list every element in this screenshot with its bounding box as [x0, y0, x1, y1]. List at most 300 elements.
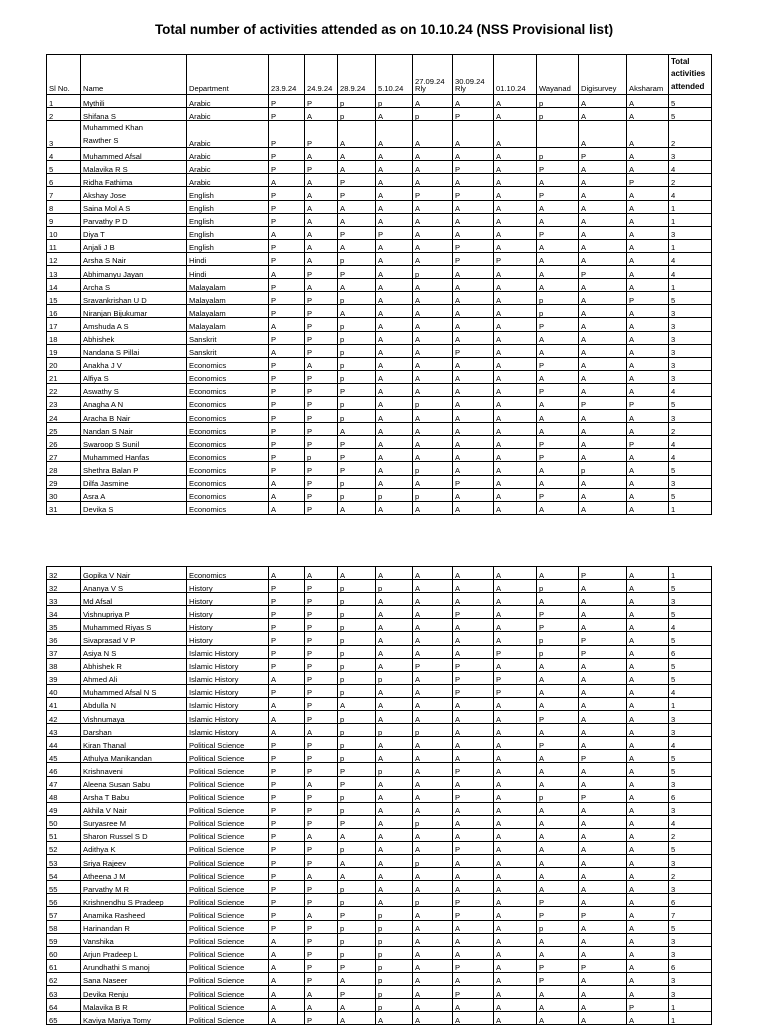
table-cell: A	[579, 999, 627, 1012]
table-cell: A	[376, 370, 413, 383]
table-cell: A	[413, 789, 453, 802]
header-date: 5.10.24	[376, 55, 413, 95]
table-cell: A	[413, 501, 453, 514]
table-cell: P	[537, 161, 579, 174]
table-cell: p	[338, 619, 376, 632]
table-row	[47, 750, 712, 763]
table-cell: P	[269, 907, 305, 920]
table-cell: A	[579, 436, 627, 449]
table-cell: p	[338, 658, 376, 671]
table-cell: A	[494, 972, 537, 985]
table-cell: p	[338, 671, 376, 684]
table-cell: A	[453, 292, 494, 305]
table-cell: 20	[47, 357, 81, 370]
table-cell: p	[338, 920, 376, 933]
table-cell: 6	[47, 174, 81, 187]
table-cell: A	[494, 920, 537, 933]
table-cell: A	[494, 802, 537, 815]
header-date: 01.10.24	[494, 55, 537, 95]
table-cell: A	[413, 344, 453, 357]
table-cell: 6	[669, 645, 712, 658]
table-cell: A	[494, 344, 537, 357]
table-cell: A	[579, 95, 627, 108]
table-cell: Anamika Rasheed	[81, 907, 187, 920]
table-cell: A	[413, 671, 453, 684]
table-cell: A	[413, 737, 453, 750]
table-cell: P	[413, 187, 453, 200]
table-cell: A	[413, 920, 453, 933]
table-cell: P	[338, 462, 376, 475]
table-cell: A	[579, 357, 627, 370]
table-cell: A	[579, 488, 627, 501]
table-cell: A	[494, 331, 537, 344]
table-cell: A	[537, 697, 579, 710]
table-row	[47, 920, 712, 933]
table-cell: p	[338, 684, 376, 697]
table-cell: 35	[47, 619, 81, 632]
table-cell: p	[338, 737, 376, 750]
table-cell: Abhishek	[81, 331, 187, 344]
table-cell: p	[338, 933, 376, 946]
table-cell: A	[627, 959, 669, 972]
table-cell: 40	[47, 684, 81, 697]
table-cell: A	[338, 239, 376, 252]
table-cell: P	[269, 462, 305, 475]
table-cell: p	[338, 475, 376, 488]
table-cell: A	[537, 200, 579, 213]
table-cell: A	[376, 894, 413, 907]
table-cell: A	[579, 423, 627, 436]
table-cell: A	[627, 841, 669, 854]
table-cell: A	[627, 789, 669, 802]
table-cell: A	[453, 226, 494, 239]
table-cell: P	[453, 161, 494, 174]
table-cell: A	[579, 108, 627, 121]
table-cell: A	[494, 108, 537, 121]
table-cell: P	[269, 187, 305, 200]
table-cell: 6	[669, 894, 712, 907]
table-cell: A	[537, 671, 579, 684]
table-cell: Political Science	[187, 737, 269, 750]
table-cell: 36	[47, 632, 81, 645]
table-cell: A	[376, 252, 413, 265]
table-row	[47, 279, 712, 292]
table-cell: English	[187, 200, 269, 213]
table-cell: A	[413, 999, 453, 1012]
table-cell: A	[627, 331, 669, 344]
table-cell: P	[453, 841, 494, 854]
table-cell: 2	[669, 868, 712, 881]
table-cell: P	[305, 815, 338, 828]
table-cell: 3	[669, 711, 712, 724]
table-cell: 34	[47, 606, 81, 619]
table-cell: P	[305, 501, 338, 514]
table-cell: A	[494, 606, 537, 619]
table-cell: P	[338, 436, 376, 449]
table-cell: Anagha A N	[81, 396, 187, 409]
table-row	[47, 396, 712, 409]
table-cell: Anjali J B	[81, 239, 187, 252]
table-cell: A	[269, 475, 305, 488]
table-cell: Islamic History	[187, 711, 269, 724]
table-cell: A	[627, 449, 669, 462]
table-cell: A	[413, 697, 453, 710]
table-cell: Arabic	[187, 148, 269, 161]
table-cell: P	[305, 841, 338, 854]
table-cell: Political Science	[187, 763, 269, 776]
table-cell: p	[338, 370, 376, 383]
table-cell: P	[269, 776, 305, 789]
table-cell: A	[579, 724, 627, 737]
table-cell: p	[338, 711, 376, 724]
table-cell: P	[269, 148, 305, 161]
table-cell: A	[579, 986, 627, 999]
table-cell: A	[376, 475, 413, 488]
table-cell: P	[269, 396, 305, 409]
table-cell: A	[376, 344, 413, 357]
table-cell: Muhammed Hanfas	[81, 449, 187, 462]
table-cell: A	[338, 1012, 376, 1025]
header-digisurvey: Digisurvey	[579, 55, 627, 95]
table-cell: P	[305, 266, 338, 279]
table-cell: p	[376, 95, 413, 108]
table-cell: 65	[47, 1012, 81, 1025]
table-cell: P	[305, 881, 338, 894]
table-cell: 55	[47, 881, 81, 894]
table-row	[47, 567, 712, 580]
table-cell: A	[413, 946, 453, 959]
table-cell: A	[453, 737, 494, 750]
table-cell: English	[187, 187, 269, 200]
table-cell: A	[579, 226, 627, 239]
table-cell: p	[376, 724, 413, 737]
table-cell: Hindi	[187, 252, 269, 265]
table-cell: P	[453, 108, 494, 121]
table-cell: English	[187, 226, 269, 239]
table-cell: A	[627, 462, 669, 475]
table-cell: P	[579, 645, 627, 658]
table-row	[47, 619, 712, 632]
table-cell: 5	[669, 920, 712, 933]
table-cell: A	[413, 475, 453, 488]
table-cell: A	[579, 684, 627, 697]
table-cell: A	[537, 423, 579, 436]
table-cell: Political Science	[187, 946, 269, 959]
table-cell: A	[376, 148, 413, 161]
table-cell: A	[413, 423, 453, 436]
table-cell: Arabic	[187, 174, 269, 187]
table-cell: A	[627, 606, 669, 619]
table-cell: p	[338, 252, 376, 265]
table-cell: A	[269, 318, 305, 331]
table-row	[47, 95, 712, 108]
table-cell: P	[305, 95, 338, 108]
table-cell: 16	[47, 305, 81, 318]
table-cell: A	[305, 187, 338, 200]
table-cell: p	[305, 449, 338, 462]
table-cell: A	[413, 410, 453, 423]
table-cell: A	[537, 999, 579, 1012]
table-cell: P	[305, 684, 338, 697]
table-cell: A	[338, 305, 376, 318]
table-cell: P	[269, 920, 305, 933]
table-cell: Arabic	[187, 108, 269, 121]
table-cell: A	[376, 828, 413, 841]
table-cell: P	[269, 200, 305, 213]
table-cell: A	[453, 95, 494, 108]
table-cell: 6	[669, 789, 712, 802]
table-cell: A	[494, 907, 537, 920]
table-cell: P	[269, 763, 305, 776]
table-cell: Arsha T Babu	[81, 789, 187, 802]
table-cell: 4	[669, 436, 712, 449]
table-cell: A	[494, 933, 537, 946]
table-cell: p	[537, 305, 579, 318]
table-cell: A	[579, 894, 627, 907]
table-cell: A	[453, 488, 494, 501]
table-cell: 11	[47, 239, 81, 252]
table-cell: A	[494, 95, 537, 108]
table-row	[47, 972, 712, 985]
table-cell: P	[338, 986, 376, 999]
table-cell: A	[376, 868, 413, 881]
table-cell: A	[413, 213, 453, 226]
table-cell: A	[494, 187, 537, 200]
table-cell: Economics	[187, 410, 269, 423]
table-cell: p	[338, 606, 376, 619]
table-cell: p	[376, 580, 413, 593]
table-cell: P	[269, 370, 305, 383]
table-cell: p	[376, 763, 413, 776]
table-cell: A	[305, 279, 338, 292]
table-cell: 4	[669, 619, 712, 632]
table-row	[47, 344, 712, 357]
table-row	[47, 724, 712, 737]
table-cell: A	[376, 645, 413, 658]
table-cell: 4	[669, 815, 712, 828]
table-cell: A	[453, 972, 494, 985]
table-cell: Vanshika	[81, 933, 187, 946]
table-cell: P	[305, 423, 338, 436]
table-cell: P	[579, 750, 627, 763]
table-row	[47, 855, 712, 868]
table-cell: A	[627, 986, 669, 999]
table-cell: A	[413, 907, 453, 920]
table-cell: p	[338, 410, 376, 423]
table-cell: P	[453, 658, 494, 671]
table-cell: A	[413, 161, 453, 174]
table-header-row	[47, 55, 712, 95]
table-cell: P	[537, 907, 579, 920]
table-cell: Political Science	[187, 986, 269, 999]
table-cell: P	[537, 226, 579, 239]
table-cell: A	[579, 711, 627, 724]
table-cell: 62	[47, 972, 81, 985]
table-cell: A	[453, 632, 494, 645]
table-cell: A	[338, 501, 376, 514]
table-cell: P	[305, 737, 338, 750]
table-cell: P	[537, 318, 579, 331]
table-cell: A	[376, 632, 413, 645]
table-cell: A	[453, 410, 494, 423]
table-cell: P	[579, 266, 627, 279]
table-cell: A	[413, 959, 453, 972]
table-cell: A	[376, 776, 413, 789]
table-cell: A	[494, 305, 537, 318]
table-cell: P	[453, 252, 494, 265]
table-cell: A	[579, 344, 627, 357]
table-cell: Economics	[187, 396, 269, 409]
table-cell: Asra A	[81, 488, 187, 501]
table-cell: A	[376, 279, 413, 292]
table-cell: A	[376, 462, 413, 475]
table-row	[47, 632, 712, 645]
table-cell: A	[537, 815, 579, 828]
table-cell: A	[579, 1012, 627, 1025]
table-cell: A	[537, 213, 579, 226]
table-cell: A	[376, 684, 413, 697]
table-cell: p	[376, 972, 413, 985]
table-cell: 3	[669, 226, 712, 239]
table-cell: A	[627, 894, 669, 907]
table-cell: 3	[669, 305, 712, 318]
header-wayanad: Wayanad	[537, 55, 579, 95]
table-cell: p	[413, 855, 453, 868]
table-cell: p	[338, 318, 376, 331]
table-cell: P	[627, 436, 669, 449]
table-cell: 5	[669, 580, 712, 593]
table-cell: A	[627, 213, 669, 226]
table-cell: A	[494, 410, 537, 423]
table-cell: A	[453, 266, 494, 279]
table-cell: p	[338, 645, 376, 658]
table-cell: P	[269, 881, 305, 894]
table-cell: Sriya Rajeev	[81, 855, 187, 868]
table-cell: Islamic History	[187, 684, 269, 697]
table-cell: 4	[669, 161, 712, 174]
attendance-table-1	[46, 54, 712, 515]
table-cell: Sanskrit	[187, 331, 269, 344]
table-cell: P	[305, 632, 338, 645]
table-cell: 2	[669, 174, 712, 187]
table-cell: P	[269, 357, 305, 370]
table-cell: P	[269, 95, 305, 108]
table-cell: P	[537, 619, 579, 632]
table-cell: Sanskrit	[187, 344, 269, 357]
table-cell: A	[627, 1012, 669, 1025]
table-cell: 12	[47, 252, 81, 265]
table-cell: p	[338, 841, 376, 854]
table-cell: A	[537, 462, 579, 475]
table-row	[47, 1012, 712, 1025]
table-cell: A	[453, 357, 494, 370]
table-cell: P	[453, 894, 494, 907]
table-cell: 32	[47, 567, 81, 580]
table-cell: A	[376, 318, 413, 331]
table-cell: A	[627, 711, 669, 724]
table-cell: p	[338, 881, 376, 894]
table-cell: A	[453, 580, 494, 593]
table-cell: A	[338, 999, 376, 1012]
table-cell: A	[453, 593, 494, 606]
table-cell: p	[338, 894, 376, 907]
table-cell: P	[269, 606, 305, 619]
table-cell: p	[376, 946, 413, 959]
table-cell: p	[413, 396, 453, 409]
table-cell: A	[413, 580, 453, 593]
table-cell: A	[579, 776, 627, 789]
table-cell: Devika S	[81, 501, 187, 514]
table-cell: A	[579, 187, 627, 200]
table-cell: p	[537, 95, 579, 108]
table-cell: P	[453, 606, 494, 619]
table-cell: 2	[47, 108, 81, 121]
header-date-rly: 27.09.24 Rly	[413, 55, 453, 95]
table-cell: 43	[47, 724, 81, 737]
table-cell: p	[537, 632, 579, 645]
table-cell: P	[269, 213, 305, 226]
table-cell: A	[376, 658, 413, 671]
table-cell: P	[269, 737, 305, 750]
table-cell: A	[413, 776, 453, 789]
table-cell: 13	[47, 266, 81, 279]
table-cell: A	[494, 711, 537, 724]
table-cell: A	[537, 567, 579, 580]
table-cell: A	[627, 279, 669, 292]
table-cell: p	[413, 462, 453, 475]
table-row	[47, 200, 712, 213]
table-row	[47, 671, 712, 684]
table-cell: 25	[47, 423, 81, 436]
table-cell: Athulya Manikandan	[81, 750, 187, 763]
table-cell: P	[453, 187, 494, 200]
table-row	[47, 815, 712, 828]
table-cell: 1	[669, 697, 712, 710]
table-cell: A	[579, 828, 627, 841]
table-cell: A	[494, 737, 537, 750]
table-cell: A	[453, 724, 494, 737]
table-cell: 4	[669, 684, 712, 697]
table-cell: P	[537, 488, 579, 501]
table-cell: 27	[47, 449, 81, 462]
table-cell: A	[627, 108, 669, 121]
table-cell: P	[537, 383, 579, 396]
table-cell: A	[627, 737, 669, 750]
table-cell: A	[537, 946, 579, 959]
table-cell: 3	[669, 593, 712, 606]
table-cell: A	[579, 658, 627, 671]
table-cell: P	[269, 802, 305, 815]
table-cell: A	[453, 501, 494, 514]
table-cell: A	[376, 855, 413, 868]
table-cell: A	[305, 828, 338, 841]
table-cell: 1	[669, 1012, 712, 1025]
table-row	[47, 986, 712, 999]
table-cell: A	[413, 593, 453, 606]
table-cell: Krishnendhu S Pradeep	[81, 894, 187, 907]
table-cell: 44	[47, 737, 81, 750]
table-cell: P	[305, 972, 338, 985]
table-cell: Political Science	[187, 959, 269, 972]
table-cell: A	[376, 423, 413, 436]
table-cell: A	[413, 711, 453, 724]
table-cell: A	[579, 161, 627, 174]
table-cell: p	[413, 815, 453, 828]
table-cell: A	[579, 410, 627, 423]
table-cell: 52	[47, 841, 81, 854]
table-cell: Political Science	[187, 868, 269, 881]
table-cell: A	[579, 383, 627, 396]
